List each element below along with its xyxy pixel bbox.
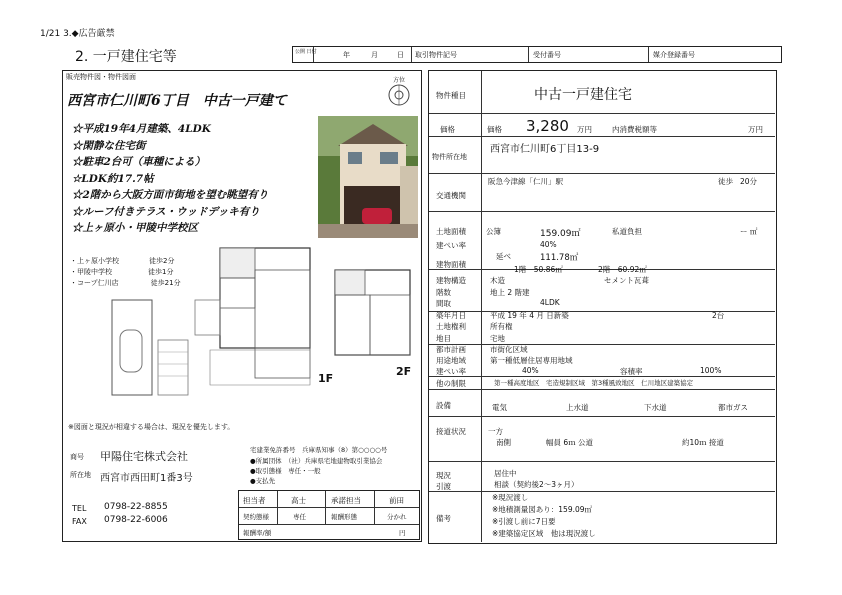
land-cat-label: 地目 bbox=[436, 334, 451, 343]
license-no: 宅建業免許番号 兵庫県知事（8）第○○○○号 bbox=[250, 446, 388, 454]
utility-item: 都市ガス bbox=[718, 403, 748, 412]
ratio2-label: 容積率 bbox=[620, 367, 643, 376]
price-unit: 万円 bbox=[577, 125, 592, 134]
feature-item: ☆LDK約17.7帖 bbox=[72, 172, 154, 185]
road-width: 幅員 6ｍ 公道 bbox=[546, 438, 594, 447]
day-label: 日 bbox=[397, 51, 404, 59]
roof-value: セメント瓦葺 bbox=[604, 276, 649, 285]
doc-no-label: 取引物件記号 bbox=[415, 51, 457, 59]
distance-value: 徒歩1分 bbox=[148, 268, 174, 276]
utility-item: 電気 bbox=[492, 403, 507, 412]
staff-table bbox=[238, 490, 420, 540]
traffic-label: 交通機関 bbox=[436, 191, 466, 200]
land-cat-value: 宅地 bbox=[490, 334, 505, 343]
build-total: 111.78㎡ bbox=[540, 253, 579, 263]
road-label: 接道状況 bbox=[436, 427, 466, 436]
layout-label: 間取 bbox=[436, 299, 451, 308]
note-item: ※引渡し前に7日要 bbox=[492, 517, 556, 526]
note-item: ※建築協定区域 他は現況渡し bbox=[492, 529, 596, 538]
land-right-label: 土地権利 bbox=[436, 322, 466, 331]
distance-label: ・コープ仁川店 bbox=[70, 279, 119, 287]
page-info: 1/21 3.◆広告厳禁 bbox=[40, 29, 115, 39]
other-label: 他の制限 bbox=[436, 379, 466, 388]
assoc-line: ●支払先 bbox=[250, 477, 276, 485]
recv-no-label: 受付番号 bbox=[533, 51, 561, 59]
layout-value: 4LDK bbox=[540, 298, 560, 307]
walk-label: 徒歩 bbox=[718, 177, 733, 186]
address-label: 所在地 bbox=[70, 471, 91, 479]
note-item: ※現況渡し bbox=[492, 493, 529, 502]
compass-icon bbox=[387, 75, 411, 107]
disclaimer-note: ※図面と現況が相違する場合は、現況を優先します。 bbox=[68, 423, 235, 431]
company-address: 西宮市西田町1番3号 bbox=[100, 473, 193, 484]
floor2-area: 2階 60.92㎡ bbox=[598, 265, 647, 274]
land-area: 159.09㎡ bbox=[540, 229, 581, 239]
price-prefix: 価格 bbox=[487, 125, 502, 134]
build-kind: 延べ bbox=[496, 252, 511, 261]
station-name: 阪急今津線「仁川」駅 bbox=[488, 177, 563, 186]
approval-name: 前田 bbox=[389, 496, 404, 505]
fax-number: 0798-22-6006 bbox=[104, 515, 168, 525]
stories-label: 階数 bbox=[436, 288, 451, 297]
note-item: ※地積測量図あり：159.09㎡ bbox=[492, 505, 593, 514]
ratio-value: 40% bbox=[522, 366, 539, 375]
pay-value: 分かれ bbox=[387, 513, 407, 521]
road-direction: 南側 bbox=[496, 438, 511, 447]
land-kind: 公簿 bbox=[486, 227, 501, 236]
assoc-line: ●所属団体 （社）兵庫県宅地建物取引業協会 bbox=[250, 457, 383, 465]
year-label: 年 bbox=[343, 51, 350, 59]
date-label: 公開 日付 bbox=[295, 49, 317, 55]
tax-label: 内消費税額等 bbox=[612, 125, 657, 134]
contract-value: 専任 bbox=[293, 513, 306, 521]
land-right-value: 所有権 bbox=[490, 322, 513, 331]
private-road-label: 私道負担 bbox=[612, 227, 642, 236]
contract-label: 契約態様 bbox=[243, 513, 269, 521]
section-title: 2. 一戸建住宅等 bbox=[75, 49, 177, 65]
approval-label: 承諾担当 bbox=[331, 496, 361, 505]
distance-label: ・甲陵中学校 bbox=[70, 268, 112, 276]
zoning-value: 第一種低層住居専用地域 bbox=[490, 356, 573, 365]
compass-label: 方位 bbox=[393, 77, 406, 84]
build-area-label: 建物面積 bbox=[436, 260, 466, 269]
delivery-label: 引渡 bbox=[436, 482, 451, 491]
location-label: 物件所在地 bbox=[432, 153, 467, 161]
distance-label: ・上ヶ原小学校 bbox=[70, 257, 119, 265]
assoc-line: ●取引態様 専任・一般 bbox=[250, 467, 321, 475]
property-title: 西宮市仁川町6丁目 中古一戸建て bbox=[67, 93, 287, 109]
company-name: 甲陽住宅株式会社 bbox=[100, 450, 188, 463]
structure-value: 木造 bbox=[490, 276, 505, 285]
remarks-label: 報酬率/額 bbox=[243, 529, 272, 537]
fax-label: FAX bbox=[72, 517, 87, 526]
reg-no-label: 媒介登録番号 bbox=[653, 51, 695, 59]
walk-time: 20分 bbox=[740, 177, 758, 186]
property-type: 中古一戸建住宅 bbox=[534, 87, 632, 103]
floor-2f-label: 2F bbox=[396, 365, 412, 378]
ratio2-value: 100% bbox=[700, 366, 722, 375]
utility-item: 上水道 bbox=[566, 403, 589, 412]
company-label: 商号 bbox=[70, 453, 84, 461]
feature-item: ☆閑静な住宅街 bbox=[72, 139, 146, 152]
price-label: 価格 bbox=[440, 125, 455, 134]
distance-value: 徒歩2分 bbox=[149, 257, 175, 265]
feature-list bbox=[72, 121, 268, 237]
utility-item: 下水道 bbox=[644, 403, 667, 412]
feature-item: ☆駐車2台可（車種による） bbox=[72, 156, 206, 168]
coverage-value: 40% bbox=[540, 240, 557, 249]
floor-plan bbox=[110, 240, 420, 415]
city-plan-value: 市街化区域 bbox=[490, 345, 528, 354]
tax-unit: 万円 bbox=[748, 125, 763, 134]
stories-value: 地上 2 階建 bbox=[490, 288, 530, 297]
person-name: 高士 bbox=[291, 496, 306, 505]
current-label: 現況 bbox=[436, 471, 451, 480]
delivery-value: 相談（契約後2～3ヶ月） bbox=[494, 480, 579, 489]
person-label: 担当者 bbox=[243, 496, 266, 505]
tel-number: 0798-22-8855 bbox=[104, 502, 168, 512]
notes-list bbox=[492, 492, 596, 540]
coverage-label: 建ぺい率 bbox=[436, 241, 466, 250]
feature-item: ☆2階から大阪方面市街地を望む眺望有り bbox=[72, 189, 269, 201]
tel-label: TEL bbox=[72, 504, 87, 513]
location-value: 西宮市仁川町6丁目13-9 bbox=[490, 144, 600, 155]
parking-value: 2台 bbox=[712, 311, 725, 320]
left-box-label: 販売物件図・物件図面 bbox=[66, 73, 136, 81]
road-frontage: 約10ｍ 接道 bbox=[682, 438, 724, 447]
distance-value: 徒歩21分 bbox=[150, 279, 181, 287]
feature-item: ☆ルーフ付きテラス・ウッドデッキ有り bbox=[72, 205, 260, 218]
structure-label: 建物構造 bbox=[436, 276, 466, 285]
floor-1f-label: 1F bbox=[318, 372, 334, 385]
city-plan-label: 都市計画 bbox=[436, 345, 466, 354]
right-panel bbox=[428, 70, 777, 544]
built-value: 平成 19 年 4 月 日新築 bbox=[490, 311, 569, 320]
price-value: 3,280 bbox=[526, 117, 569, 135]
floor1-area: 1階 50.86㎡ bbox=[514, 265, 563, 274]
built-label: 築年月日 bbox=[436, 311, 466, 320]
feature-item: ☆上ヶ原小・甲陵中学校区 bbox=[72, 222, 198, 234]
header-bar bbox=[292, 46, 782, 63]
house-photo bbox=[318, 116, 418, 238]
zoning-label: 用途地域 bbox=[436, 356, 466, 365]
feature-item: ☆平成19年4月建築、4LDK bbox=[72, 123, 211, 135]
type-label: 物件種目 bbox=[436, 91, 466, 100]
other-value: 第一種高度地区 宅造規制区域 第3種風致地区 仁川地区建築協定 bbox=[494, 379, 694, 387]
month-label: 月 bbox=[371, 51, 378, 59]
land-label: 土地面積 bbox=[436, 227, 466, 236]
notes-label: 備考 bbox=[436, 514, 451, 523]
current-value: 居住中 bbox=[494, 469, 517, 478]
utility-label: 設備 bbox=[436, 401, 451, 410]
private-road-value: ー ㎡ bbox=[740, 227, 758, 236]
remarks-value: 円 bbox=[399, 529, 406, 537]
ratio-label: 建ぺい率 bbox=[436, 367, 466, 376]
road-side: 一方 bbox=[488, 427, 503, 436]
pay-label: 報酬形態 bbox=[331, 513, 357, 521]
